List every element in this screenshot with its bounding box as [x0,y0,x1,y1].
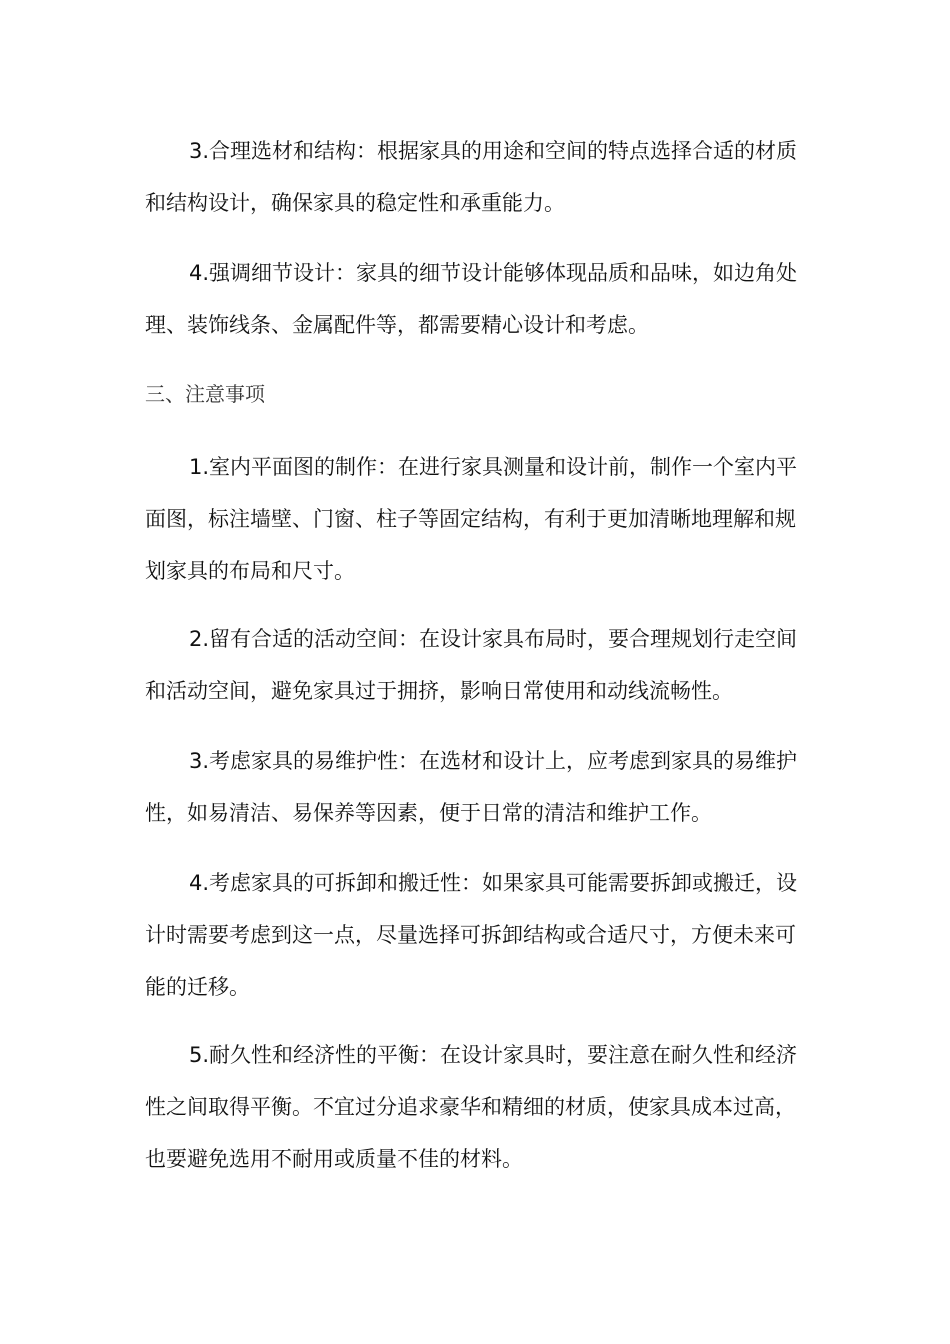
paragraph-detail-design: 4.强调细节设计：家具的细节设计能够体现品质和品味，如边角处理、装饰线条、金属配件等，都需要精心设计和考虑。 [145,261,798,337]
section-heading: 三、注意事项 [145,382,265,406]
note-floor-plan: 1.室内平面图的制作：在进行家具测量和设计前，制作一个室内平面图，标注墙壁、门窗、柱子等固定结构，有利于更加清晰地理解和规划家具的布局和尺寸。 [145,455,798,583]
paragraph-material-structure: 3.合理选材和结构：根据家具的用途和空间的特点选择合适的材质和结构设计，确保家具的稳定性和承重能力。 [145,139,798,215]
note-disassembly-relocation: 4.考虑家具的可拆卸和搬迁性：如果家具可能需要拆卸或搬迁，设计时需要考虑到这一点，尽量选择可拆卸结构或合适尺寸，方便未来可能的迁移。 [145,871,798,999]
note-durability-economy: 5.耐久性和经济性的平衡：在设计家具时，要注意在耐久性和经济性之间取得平衡。不宜过分追求豪华和精细的材质，使家具成本过高，也要避免选用不耐用或质量不佳的材料。 [145,1043,798,1171]
note-activity-space: 2.留有合适的活动空间：在设计家具布局时，要合理规划行走空间和活动空间，避免家具过于拥挤，影响日常使用和动线流畅性。 [145,627,798,703]
note-maintainability: 3.考虑家具的易维护性：在选材和设计上，应考虑到家具的易维护性，如易清洁、易保养等因素，便于日常的清洁和维护工作。 [145,749,798,825]
